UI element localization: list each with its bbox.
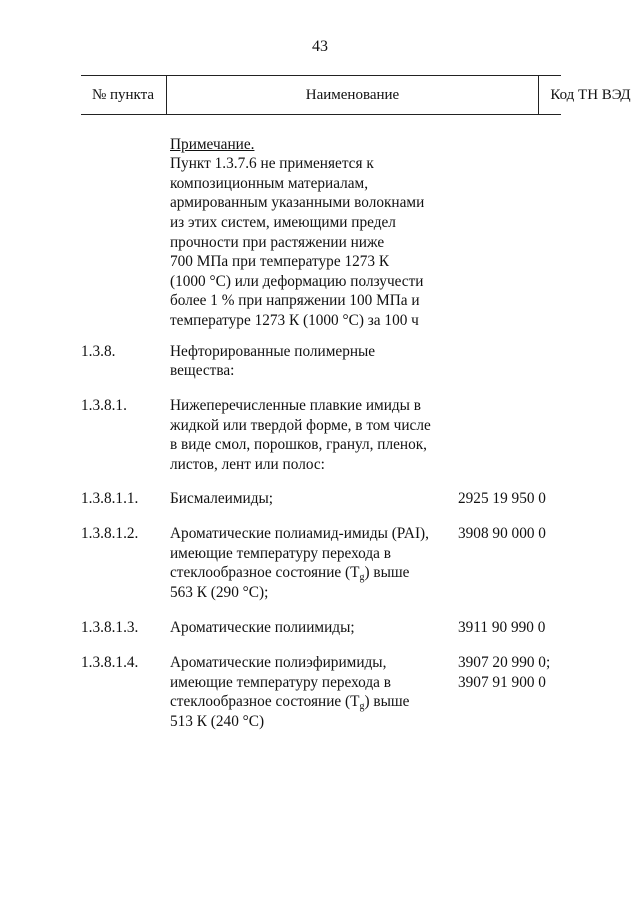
note-line: прочности при растяжении ниже bbox=[170, 234, 385, 251]
item-name-line: жидкой или твердой форме, в том числе bbox=[170, 417, 431, 434]
item-name-line: Нижеперечисленные плавкие имиды в bbox=[170, 397, 422, 414]
item-name-line: Ароматические полиамид-имиды (PAI), bbox=[170, 525, 429, 542]
item-name-line: имеющие температуру перехода в bbox=[170, 674, 391, 691]
item-name-line: 513 К (240 °С) bbox=[170, 713, 265, 730]
item-code: 3907 91 900 0 bbox=[458, 674, 546, 691]
item-name-line: вещества: bbox=[170, 362, 235, 379]
header-code: Код ТН ВЭД bbox=[550, 87, 631, 103]
table-header bbox=[81, 75, 631, 115]
item-name-line: в виде смол, порошков, гранул, пленок, bbox=[170, 436, 427, 453]
note-line: из этих систем, имеющими предел bbox=[170, 214, 396, 231]
note-line: армированным указанными волокнами bbox=[170, 194, 425, 211]
item-code: 3907 20 990 0; bbox=[458, 654, 551, 671]
item-name-line: 563 К (290 °С); bbox=[170, 584, 269, 601]
item-name-line: Нефторированные полимерные bbox=[170, 343, 376, 360]
item-number: 1.3.8.1. bbox=[81, 397, 127, 414]
item-name-line: стеклообразное состояние $(T_g)$ выше bbox=[170, 693, 410, 712]
page-number: 43 bbox=[312, 38, 328, 55]
item-number: 1.3.8.1.1. bbox=[81, 490, 139, 507]
note-line: (1000 °С) или деформацию ползучести bbox=[170, 273, 424, 290]
item-number: 1.3.8.1.3. bbox=[81, 619, 139, 636]
item-code: 2925 19 950 0 bbox=[458, 490, 546, 507]
item-name-line: Ароматические полиэфиримиды, bbox=[170, 654, 387, 671]
note-line: композиционным материалам, bbox=[170, 175, 369, 192]
item-name-line: стеклообразное состояние $(T_g)$ выше bbox=[170, 564, 410, 583]
item-number: 1.3.8. bbox=[81, 343, 116, 360]
item-number: 1.3.8.1.2. bbox=[81, 525, 139, 542]
item-code: 3908 90 000 0 bbox=[458, 525, 546, 542]
note-line: температуре 1273 К (1000 °С) за 100 ч bbox=[170, 312, 419, 329]
header-item-number: № пункта bbox=[91, 87, 155, 103]
item-name-line: Бисмалеимиды; bbox=[170, 490, 274, 507]
item-code: 3911 90 990 0 bbox=[458, 619, 546, 636]
note-line: более 1 % при напряжении 100 МПа и bbox=[170, 292, 420, 309]
note-line: 700 МПа при температуре 1273 К bbox=[170, 253, 390, 270]
note-title: Примечание. bbox=[170, 136, 255, 153]
item-name-line: Ароматические полиимиды; bbox=[170, 619, 355, 636]
item-name-line: имеющие температуру перехода в bbox=[170, 545, 391, 562]
item-number: 1.3.8.1.4. bbox=[81, 654, 139, 671]
header-name: Наименование bbox=[166, 76, 539, 114]
note-line: Пункт 1.3.7.6 не применяется к bbox=[170, 155, 374, 172]
item-name-line: листов, лент или полос: bbox=[170, 456, 325, 473]
